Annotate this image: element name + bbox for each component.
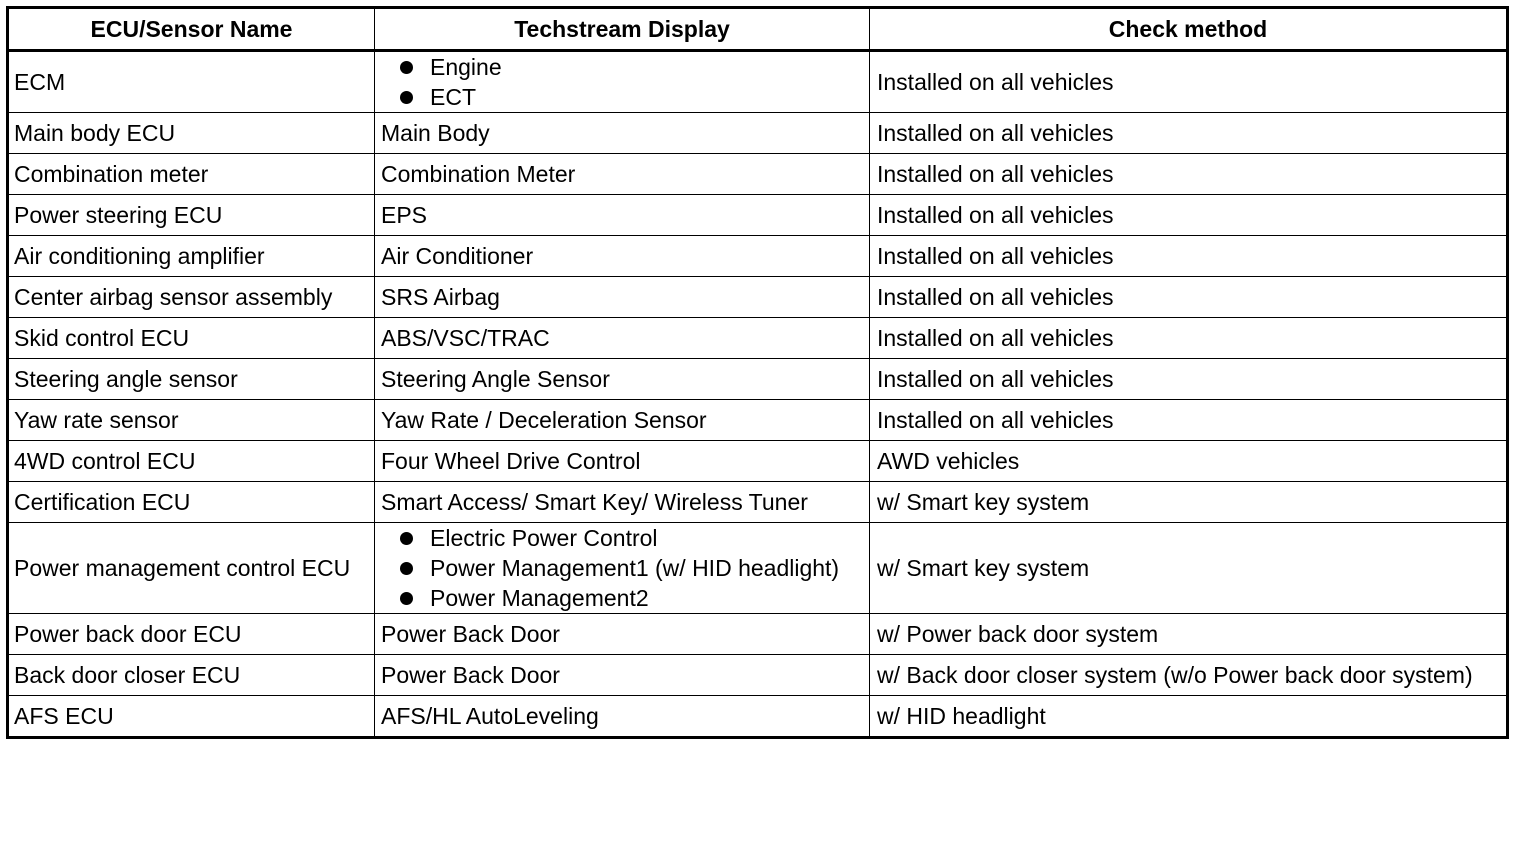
ecu-name-cell: Center airbag sensor assembly bbox=[8, 277, 375, 318]
display-bullet-item: Engine bbox=[381, 52, 864, 82]
table-row bbox=[8, 441, 1508, 482]
display-cell: Air Conditioner bbox=[375, 236, 870, 277]
check-method-cell: Installed on all vehicles bbox=[870, 236, 1508, 277]
ecu-name-cell: Power steering ECU bbox=[8, 195, 375, 236]
display-cell: Power Back Door bbox=[375, 655, 870, 696]
check-method-cell: w/ Smart key system bbox=[870, 482, 1508, 523]
check-method-cell: w/ Power back door system bbox=[870, 614, 1508, 655]
display-cell bbox=[375, 523, 870, 614]
display-bullet-item: Power Management2 bbox=[381, 583, 864, 613]
check-method-cell: Installed on all vehicles bbox=[870, 154, 1508, 195]
display-cell: Smart Access/ Smart Key/ Wireless Tuner bbox=[375, 482, 870, 523]
ecu-name-cell: Yaw rate sensor bbox=[8, 400, 375, 441]
check-method-cell: Installed on all vehicles bbox=[870, 51, 1508, 113]
check-method-cell: AWD vehicles bbox=[870, 441, 1508, 482]
table-row bbox=[8, 236, 1508, 277]
ecu-sensor-table bbox=[6, 6, 1509, 739]
ecu-name-cell: 4WD control ECU bbox=[8, 441, 375, 482]
display-cell: ABS/VSC/TRAC bbox=[375, 318, 870, 359]
check-method-cell: w/ Back door closer system (w/o Power back door system) bbox=[870, 655, 1508, 696]
ecu-name-cell: ECM bbox=[8, 51, 375, 113]
table-row bbox=[8, 523, 1508, 614]
table-row bbox=[8, 482, 1508, 523]
display-cell: AFS/HL AutoLeveling bbox=[375, 696, 870, 738]
check-method-cell: Installed on all vehicles bbox=[870, 400, 1508, 441]
display-cell: Combination Meter bbox=[375, 154, 870, 195]
display-cell: Main Body bbox=[375, 113, 870, 154]
table-row bbox=[8, 614, 1508, 655]
display-cell: EPS bbox=[375, 195, 870, 236]
display-cell bbox=[375, 51, 870, 113]
display-cell: SRS Airbag bbox=[375, 277, 870, 318]
check-method-cell: Installed on all vehicles bbox=[870, 318, 1508, 359]
table-row bbox=[8, 696, 1508, 738]
table-row bbox=[8, 195, 1508, 236]
ecu-name-cell: Main body ECU bbox=[8, 113, 375, 154]
table-row bbox=[8, 51, 1508, 113]
table-row bbox=[8, 154, 1508, 195]
table-row bbox=[8, 359, 1508, 400]
ecu-name-cell: AFS ECU bbox=[8, 696, 375, 738]
display-cell: Steering Angle Sensor bbox=[375, 359, 870, 400]
table-row bbox=[8, 318, 1508, 359]
display-bullet-item: Electric Power Control bbox=[381, 523, 864, 553]
display-cell: Four Wheel Drive Control bbox=[375, 441, 870, 482]
display-bullet-list bbox=[381, 523, 864, 613]
check-method-cell: Installed on all vehicles bbox=[870, 359, 1508, 400]
check-method-cell: Installed on all vehicles bbox=[870, 277, 1508, 318]
table-row bbox=[8, 655, 1508, 696]
table-header-row bbox=[8, 8, 1508, 51]
table-row bbox=[8, 400, 1508, 441]
display-cell: Power Back Door bbox=[375, 614, 870, 655]
header-check-method: Check method bbox=[870, 8, 1508, 51]
ecu-name-cell: Skid control ECU bbox=[8, 318, 375, 359]
display-bullet-item: ECT bbox=[381, 82, 864, 112]
display-bullet-item: Power Management1 (w/ HID headlight) bbox=[381, 553, 864, 583]
header-techstream-display: Techstream Display bbox=[375, 8, 870, 51]
check-method-cell: Installed on all vehicles bbox=[870, 113, 1508, 154]
display-bullet-list bbox=[381, 52, 864, 112]
check-method-cell: w/ Smart key system bbox=[870, 523, 1508, 614]
check-method-cell: Installed on all vehicles bbox=[870, 195, 1508, 236]
ecu-name-cell: Certification ECU bbox=[8, 482, 375, 523]
header-ecu-sensor-name: ECU/Sensor Name bbox=[8, 8, 375, 51]
ecu-name-cell: Back door closer ECU bbox=[8, 655, 375, 696]
ecu-name-cell: Steering angle sensor bbox=[8, 359, 375, 400]
ecu-name-cell: Power management control ECU bbox=[8, 523, 375, 614]
table-row bbox=[8, 277, 1508, 318]
table-row bbox=[8, 113, 1508, 154]
ecu-name-cell: Combination meter bbox=[8, 154, 375, 195]
display-cell: Yaw Rate / Deceleration Sensor bbox=[375, 400, 870, 441]
ecu-name-cell: Air conditioning amplifier bbox=[8, 236, 375, 277]
check-method-cell: w/ HID headlight bbox=[870, 696, 1508, 738]
ecu-name-cell: Power back door ECU bbox=[8, 614, 375, 655]
